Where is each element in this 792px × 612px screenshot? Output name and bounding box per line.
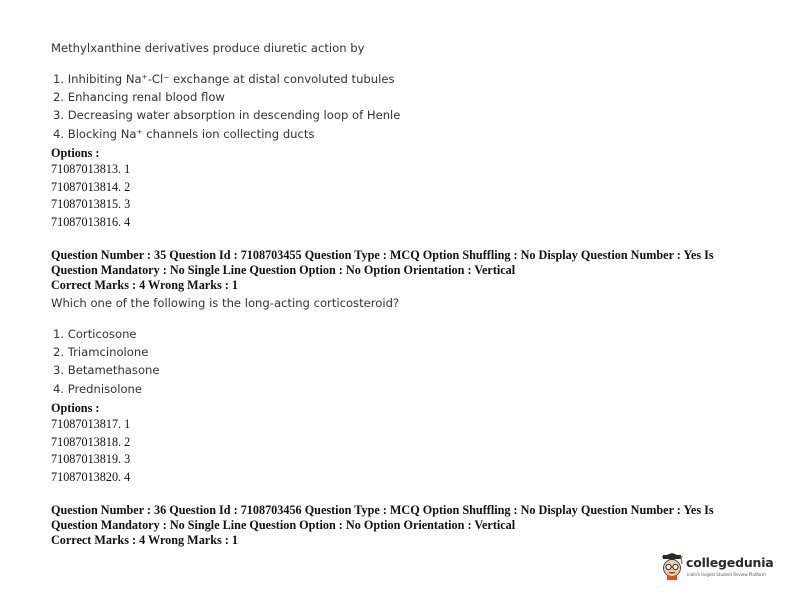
- option-id: 71087013817. 1: [51, 417, 131, 431]
- question-35-choices: [53, 325, 160, 398]
- logo-brand-name: collegedunia: [686, 555, 774, 570]
- question-35-text: Which one of the following is the long-acting corticosteroid?: [51, 296, 400, 310]
- choice-item: 2. Enhancing renal blood flow: [53, 90, 225, 105]
- option-id: 71087013815. 3: [51, 197, 131, 211]
- question-meta-line: Question Number : 36 Question Id : 7108703456 Question Type : MCQ Option Shuffling : No Display Question Number : Yes Is: [51, 503, 714, 517]
- question-35-meta: [51, 248, 714, 293]
- options-label: Options :: [51, 146, 100, 160]
- question-35-option-ids: [51, 416, 130, 486]
- question-marks: Correct Marks : 4 Wrong Marks : 1: [51, 278, 238, 292]
- choice-item: 3. Betamethasone: [53, 363, 160, 378]
- options-label: Options :: [51, 401, 100, 415]
- question-meta-line: Question Mandatory : No Single Line Question Option : No Option Orientation : Vertical: [51, 518, 516, 532]
- choice-item: 4. Blocking Na⁺ channels ion collecting ducts: [53, 126, 315, 141]
- question-marks: Correct Marks : 4 Wrong Marks : 1: [51, 533, 238, 547]
- choice-item: 1. Inhibiting Na⁺-Cl⁻ exchange at distal convoluted tubules: [53, 72, 395, 86]
- option-id: 71087013819. 3: [51, 452, 131, 466]
- option-id: 71087013813. 1: [51, 162, 131, 176]
- question-meta-line: Question Mandatory : No Single Line Question Option : No Option Orientation : Vertical: [51, 263, 516, 277]
- question-34-option-ids: [51, 161, 130, 231]
- option-id: 71087013814. 2: [51, 179, 131, 194]
- option-id: 71087013818. 2: [51, 434, 131, 449]
- question-34-choices: [53, 70, 400, 143]
- collegedunia-logo: [659, 552, 774, 586]
- student-mascot-icon: [659, 553, 685, 581]
- choice-item: 4. Prednisolone: [53, 381, 143, 396]
- logo-tagline: India's largest Student Review Platform: [687, 572, 766, 577]
- question-meta-line: Question Number : 35 Question Id : 7108703455 Question Type : MCQ Option Shuffling : No Display Question Number : Yes Is: [51, 248, 714, 262]
- option-id: 71087013816. 4: [51, 214, 131, 229]
- choice-item: 1. Corticosone: [53, 327, 137, 341]
- choice-item: 3. Decreasing water absorption in descending loop of Henle: [53, 108, 401, 123]
- question-36-meta: [51, 503, 714, 548]
- choice-item: 2. Triamcinolone: [53, 345, 149, 360]
- question-34-text: Methylxanthine derivatives produce diuretic action by: [51, 41, 365, 55]
- option-id: 71087013820. 4: [51, 469, 131, 484]
